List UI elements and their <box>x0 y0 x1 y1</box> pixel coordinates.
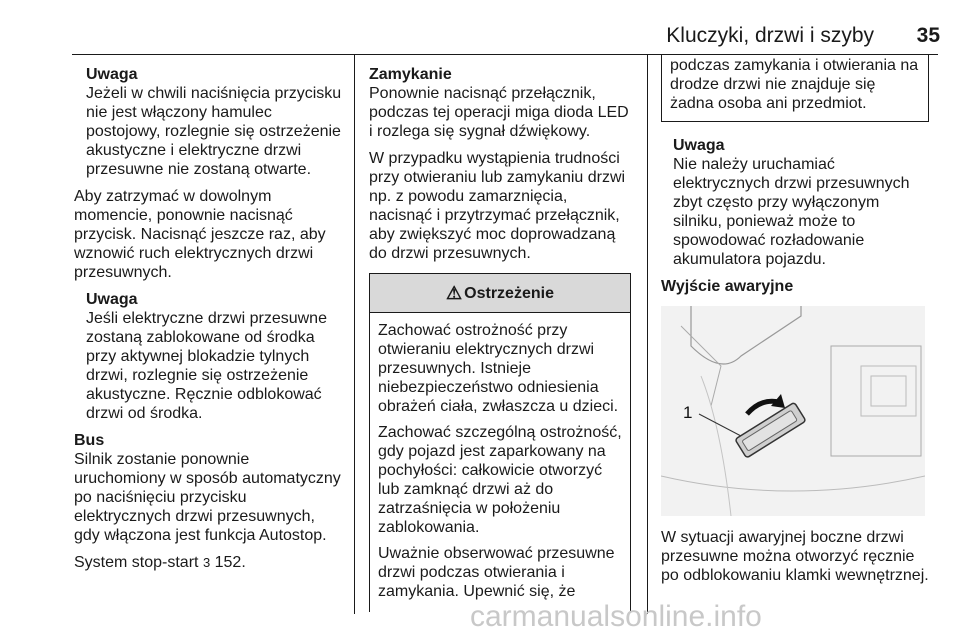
cross-reference-text: System stop-start <box>74 554 199 571</box>
warning-body <box>370 313 630 612</box>
closing-heading: Zamykanie <box>369 66 452 83</box>
column-1 <box>74 65 342 580</box>
warning-box-continued: podczas zamykania i otwierania na drodze drzwi nie znajduje się żadna osoba ani przedmiot. <box>661 54 929 122</box>
paragraph-stop-resume: Aby zatrzymać w dowolnym momencie, ponownie nacisnąć przycisk. Nacisnąć jeszcze raz, aby wznowić ruch elektrycznych drzwi przesuwnych. <box>74 188 326 281</box>
closing-text: Ponownie nacisnąć przełącznik, podczas tej operacji miga dioda LED i rozlega się sygnał dźwiękowy. <box>369 85 629 140</box>
warning-triangle-icon: ⚠ <box>446 282 463 303</box>
emergency-release-figure <box>661 306 925 516</box>
warning-paragraph-2: Zachować szczególną ostrożność, gdy pojazd jest zaparkowany na pochyłości: całkowicie otworzyć lub zamknąć drzwi aż do zatrzaśnięcia w położeniu zablokowania. <box>378 424 622 536</box>
warning-box <box>369 273 631 612</box>
note-2-text: Jeśli elektryczne drzwi przesuwne zostaną zablokowane od środka przy aktywnej blokadzie tylnych drzwi, rozlegnie się ostrzeżenie akustyczne. Ręcznie odblokować drzwi od środka. <box>86 310 327 422</box>
bus-heading: Bus <box>74 432 105 449</box>
cross-reference <box>74 553 342 572</box>
note-3-text: Nie należy uruchamiać elektrycznych drzwi przesuwnych zbyt często przy wyłączonym silniku, ponieważ może to spowodować rozładowanie akumulatora pojazdu. <box>673 156 910 268</box>
note-3-title: Uwaga <box>673 137 725 154</box>
bus-section <box>74 431 342 545</box>
warning-title: Ostrzeżenie <box>464 284 554 302</box>
door-handle-illustration <box>661 306 925 516</box>
warning-paragraph-3: Uważnie obserwować przesuwne drzwi podczas otwierania i zamykania. Upewnić się, że <box>378 545 615 600</box>
note-3 <box>661 136 929 269</box>
page-number: 35 <box>916 24 940 47</box>
paragraph-difficulties: W przypadku wystąpienia trudności przy otwieraniu lub zamykaniu drzwi np. z powodu zamarznięcia, nacisnąć i przytrzymać przełącznik, aby zwiększyć moc doprowadzaną do drzwi przesuwnych. <box>369 150 626 262</box>
column-divider-2 <box>647 54 648 614</box>
watermark: carmanualsonline.info <box>470 600 762 633</box>
note-1-title: Uwaga <box>86 66 138 83</box>
closing-section <box>369 65 631 141</box>
note-1 <box>74 65 342 179</box>
emergency-exit-heading: Wyjście awaryjne <box>661 278 794 295</box>
column-divider-1 <box>354 54 355 614</box>
column-3 <box>661 54 929 593</box>
column-2 <box>369 65 631 612</box>
note-2 <box>74 290 342 423</box>
emergency-exit-text: W sytuacji awaryjnej boczne drzwi przesuwne można otworzyć ręcznie po odblokowaniu klamki wewnętrznej. <box>661 529 929 584</box>
reference-arrow-icon: 3 <box>202 555 211 570</box>
warning-header <box>370 274 630 313</box>
bus-text: Silnik zostanie ponownie uruchomiony w sposób automatyczny po naciśnięciu przycisku elektrycznych drzwi przesuwnych, gdy włączona jest funkcja Autostop. <box>74 451 341 544</box>
cross-reference-page: 152. <box>214 554 246 571</box>
figure-callout-label: 1 <box>683 403 693 422</box>
page-header-title: Kluczyki, drzwi i szyby <box>666 24 874 47</box>
note-1-text: Jeżeli w chwili naciśnięcia przycisku nie jest włączony hamulec postojowy, rozlegnie się ostrzeżenie akustyczne i elektryczne drzwi przesuwne nie zostaną otwarte. <box>86 85 342 178</box>
note-2-title: Uwaga <box>86 291 138 308</box>
warning-paragraph-1: Zachować ostrożność przy otwieraniu elektrycznych drzwi przesuwnych. Istnieje niebezpieczeństwo odniesienia obrażeń ciała, zwłaszcza u dzieci. <box>378 322 619 415</box>
